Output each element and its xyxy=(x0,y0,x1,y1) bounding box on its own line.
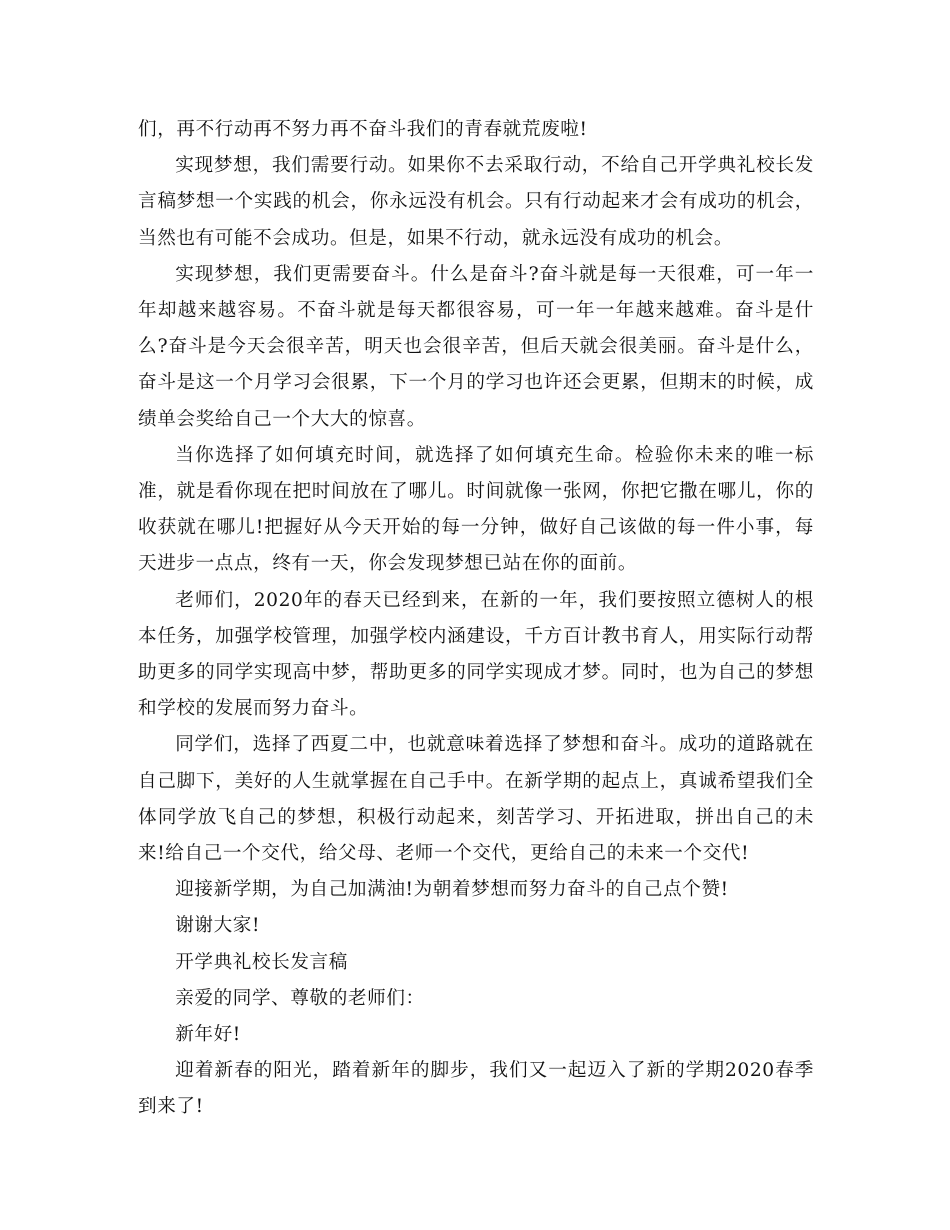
paragraph-6: 同学们，选择了西夏二中，也就意味着选择了梦想和奋斗。成功的道路就在自己脚下，美好的人生就掌握在自己手中。在新学期的起点上，真诚希望我们全体同学放飞自己的梦想，积极行动起来，刻苦学习、开拓进取，拼出自己的未来!给自己一个交代，给父母、老师一个交代，更给自己的未来一个交代! xyxy=(138,734,814,865)
document-body xyxy=(138,112,814,1126)
paragraph-12: 迎着新春的阳光，踏着新年的脚步，我们又一起迈入了新的学期2020春季到来了! xyxy=(138,1060,814,1118)
paragraph-7: 迎接新学期，为自己加满油!为朝着梦想而努力奋斗的自己点个赞! xyxy=(175,879,729,901)
paragraph-10: 亲爱的同学、尊敬的老师们： xyxy=(175,987,425,1009)
paragraph-3: 实现梦想，我们更需要奋斗。什么是奋斗?奋斗就是每一天很难，可一年一年却越来越容易。不奋斗就是每天都很容易，可一年一年越来越难。奋斗是什么?奋斗是今天会很辛苦，明天也会很辛苦，但后天就会很美丽。奋斗是什么，奋斗是这一个月学习会很累，下一个月的学习也许还会更累，但期末的时候，成绩单会奖给自己一个大大的惊喜。 xyxy=(138,263,814,430)
paragraph-9: 开学典礼校长发言稿 xyxy=(175,951,348,973)
paragraph-4: 当你选择了如何填充时间，就选择了如何填充生命。检验你未来的唯一标准，就是看你现在把时间放在了哪儿。时间就像一张网，你把它撒在哪儿，你的收获就在哪儿!把握好从今天开始的每一分钟，做好自己该做的每一件小事，每天进步一点点，终有一天，你会发现梦想已站在你的面前。 xyxy=(138,444,814,575)
paragraph-5: 老师们，2020年的春天已经到来，在新的一年，我们要按照立德树人的根本任务，加强学校管理，加强学校内涵建设，千方百计教书育人，用实际行动帮助更多的同学实现高中梦，帮助更多的同学实现成才梦。同时，也为自己的梦想和学校的发展而努力奋斗。 xyxy=(138,589,814,720)
paragraph-2: 实现梦想，我们需要行动。如果你不去采取行动，不给自己开学典礼校长发言稿梦想一个实践的机会，你永远没有机会。只有行动起来才会有成功的机会，当然也有可能不会成功。但是，如果不行动，就永远没有成功的机会。 xyxy=(138,155,814,249)
paragraph-11: 新年好! xyxy=(175,1024,241,1046)
paragraph-1: 们，再不行动再不努力再不奋斗我们的青春就荒废啦! xyxy=(138,119,588,140)
paragraph-8: 谢谢大家! xyxy=(175,915,261,937)
